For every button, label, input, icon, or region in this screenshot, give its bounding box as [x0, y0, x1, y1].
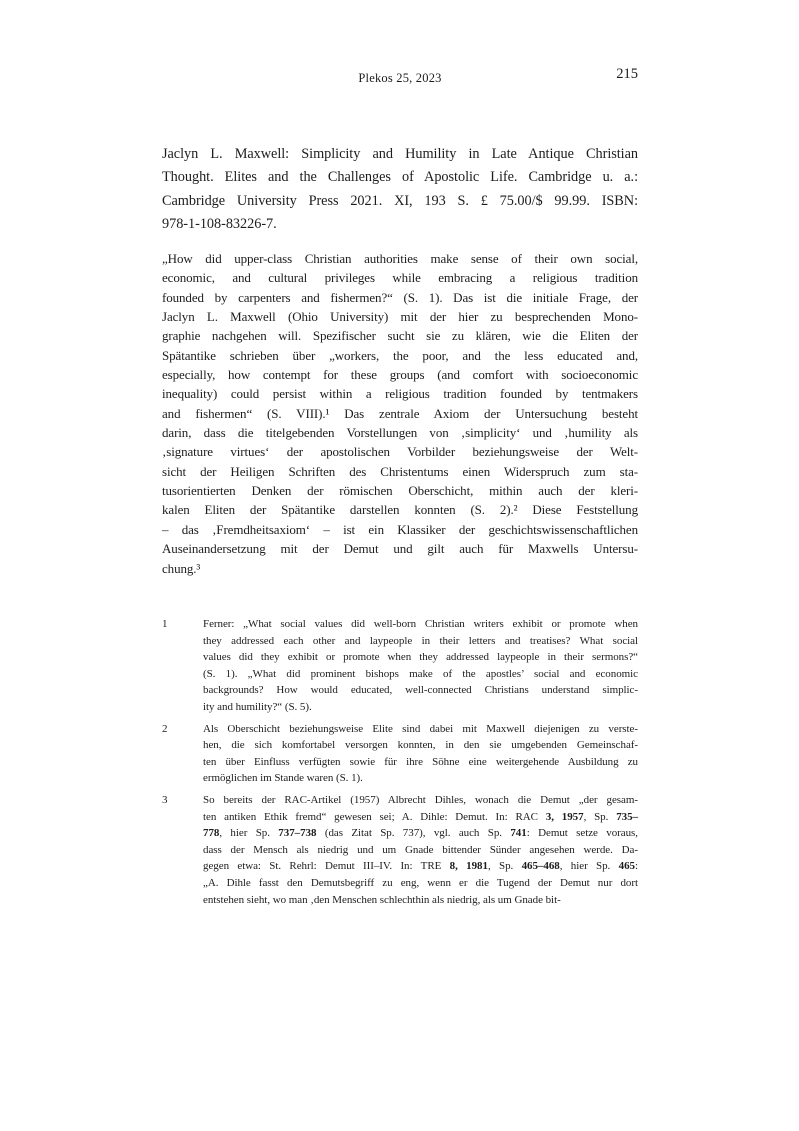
footnotes-section	[162, 616, 638, 913]
citation-text: :	[634, 860, 638, 873]
text-line: „How did upper-class Christian authorities make sense of their own social,	[162, 251, 638, 266]
text-line: they addressed each other and laypeople in their letters and treatises? What social	[203, 634, 638, 647]
footnote-item	[162, 616, 638, 716]
text-line: graphie nachgehen will. Spezifischer sucht sie zu klären, wie die Eliten der	[162, 328, 638, 344]
citation-text: ten antiken Ethik fremd“ gewesen sei; A. Dihle: Demut. In: RAC	[203, 810, 546, 823]
citation-text: (das Zitat Sp. 737), vgl. auch Sp.	[316, 827, 511, 840]
review-title	[162, 143, 638, 236]
text-line: ‚signature virtues‘ der apostolischen Vorbilder beziehungsweise der Welt-	[162, 444, 638, 460]
citation-bold-text: 737–738	[278, 827, 317, 840]
text-line: ten über Einfluss verfügten sowie für ihre Söhne eine weitergehende Ausbildung zu	[203, 755, 638, 768]
text-line: – das ‚Fremdheitsaxiom‘ – ist ein Klassiker der geschichtswissenschaftlichen	[162, 521, 638, 537]
text-line	[203, 809, 638, 826]
text-line: Jaclyn L. Maxwell (Ohio University) mit der hier zu besprechenden Mono-	[162, 309, 638, 325]
text-line: ermöglichen im Stande waren (S. 1).	[203, 772, 363, 785]
text-line: founded by carpenters and fishermen?“ (S. 1). Das ist die initiale Frage, der	[162, 289, 638, 305]
citation-text: , Sp.	[487, 860, 522, 873]
text-line: sicht der Heiligen Schriften des Christentums einen Widerspruch zum sta-	[162, 463, 638, 479]
text-line: darin, dass die titelgebenden Vorstellungen von ‚simplicity‘ und ‚humility als	[162, 425, 638, 441]
footnote-number: 3	[162, 793, 168, 806]
text-line: economic, and cultural privileges while embracing a religious tradition	[162, 270, 638, 286]
citation-text: , Sp.	[583, 810, 617, 823]
text-line: Als Oberschicht beziehungsweise Elite sind dabei mit Maxwell diejenigen zu verste-	[203, 722, 638, 735]
text-line: Cambridge University Press 2021. XI, 193 S. £ 75.00/$ 99.99. ISBN:	[162, 192, 638, 209]
citation-text: , hier Sp.	[559, 860, 619, 873]
text-line: Auseinandersetzung mit der Demut und gilt auch für Maxwells Untersu-	[162, 541, 638, 557]
text-line: tusorientierten Denken der römischen Oberschicht, mithin auch der kleri-	[162, 483, 638, 499]
text-line: dass der Mensch als niedrig und um Gnade bittender Sünder angesehen werde. Da-	[203, 843, 638, 856]
text-line: especially, how contempt for these groups (and comfort with socioeconomic	[162, 367, 638, 383]
citation-bold-text: 741	[510, 827, 527, 840]
text-line: hen, die sich komfortabel versorgen konnten, in den sie umgebenden Gemeinschaf-	[203, 739, 638, 752]
text-line: chung.³	[162, 560, 201, 576]
footnote-text	[203, 616, 638, 716]
text-line: backgrounds? How would educated, well-connected Christians understand simplic-	[203, 684, 638, 697]
text-line: (S. 1). „What did prominent bishops make of the apostles’ social and economic	[203, 667, 638, 680]
text-line: values did they exhibit or promote when they addressed laypeople in their sermons?“	[203, 651, 638, 664]
footnote-number: 2	[162, 722, 168, 735]
review-body-paragraph	[162, 249, 638, 578]
text-line: Jaclyn L. Maxwell: Simplicity and Humility in Late Antique Christian	[162, 146, 638, 162]
text-line: ity and humility?“ (S. 5).	[203, 700, 312, 713]
text-line	[203, 825, 638, 842]
citation-bold-text: 778	[203, 827, 220, 840]
text-line: entstehen sieht, wo man ‚den Menschen schlechthin als niedrig, als um Gnade bit-	[203, 893, 561, 906]
citation-bold-text: 735–	[616, 810, 638, 823]
text-line: inequality) could persist within a religious tradition founded by tentmakers	[162, 386, 638, 402]
text-line: Thought. Elites and the Challenges of Apostolic Life. Cambridge u. a.:	[162, 169, 638, 186]
citation-text: gegen etwa: St. Rehrl: Demut III–IV. In: TRE	[203, 860, 450, 873]
journal-header: Plekos 25, 2023	[358, 71, 442, 85]
page-number: 215	[616, 66, 638, 82]
citation-bold-text: 3, 1957	[545, 810, 584, 823]
citation-bold-text: 465–468	[521, 860, 560, 873]
citation-bold-text: 8, 1981	[449, 860, 488, 873]
footnote-text	[203, 792, 638, 908]
footnote-text	[203, 721, 638, 787]
text-line: So bereits der RAC-Artikel (1957) Albrecht Dihles, wonach die Demut „der gesam-	[203, 793, 638, 806]
citation-text: , hier Sp.	[219, 827, 279, 840]
text-line: 978-1-108-83226-7.	[162, 215, 277, 232]
text-line: „A. Dihle fasst den Demutsbegriff zu eng, wenn er die Tugend der Demut nur dort	[203, 876, 638, 889]
citation-text: : Demut setze voraus,	[526, 827, 638, 840]
footnote-item	[162, 721, 638, 787]
text-line	[203, 858, 638, 875]
footnote-number: 1	[162, 618, 168, 630]
footnote-item	[162, 792, 638, 908]
text-line: Ferner: „What social values did well-born Christian writers exhibit or promote when	[203, 618, 638, 630]
text-line: Spätantike schrieben über „workers, the poor, and the less educated and,	[162, 347, 638, 363]
text-line: and fishermen“ (S. VIII).¹ Das zentrale Axiom der Untersuchung besteht	[162, 405, 638, 421]
text-line: kalen Eliten der Spätantike darstellen konnten (S. 2).² Diese Feststellung	[162, 502, 638, 518]
citation-bold-text: 465	[618, 860, 635, 873]
